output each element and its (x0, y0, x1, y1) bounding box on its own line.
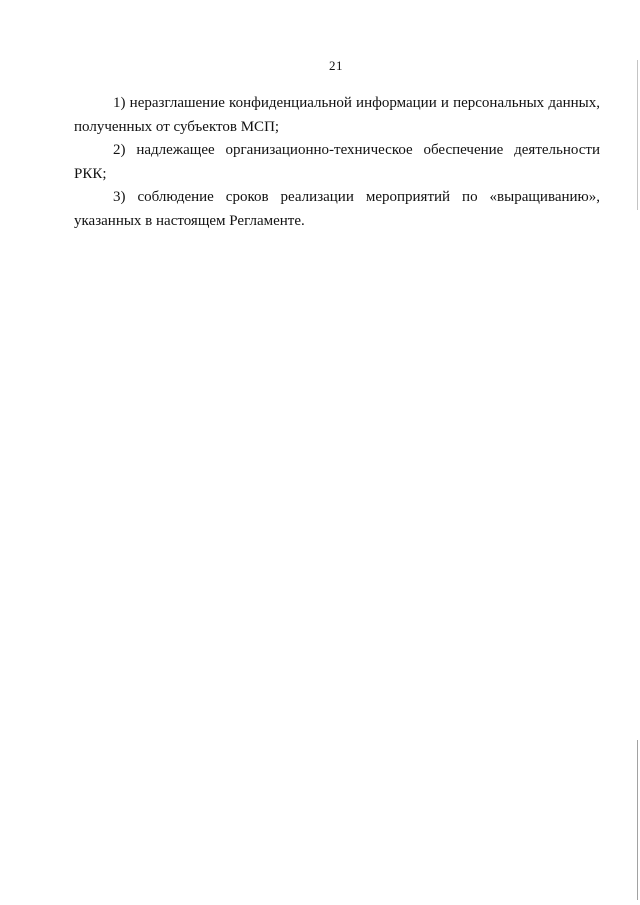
list-item (74, 92, 600, 139)
list-item-text: неразглашение конфиденциальной информации и персональных данных, полученных от субъектов МСП; (74, 95, 601, 135)
scan-edge-shadow (637, 740, 638, 900)
list-item (74, 139, 600, 186)
list-item-number: 1) (113, 95, 126, 111)
document-body (74, 92, 600, 233)
list-item-number: 3) (113, 189, 126, 205)
list-item-text: надлежащее организационно-техническое обеспечение деятельности РКК; (74, 142, 601, 182)
page-number: 21 (329, 58, 343, 73)
scan-edge-shadow (637, 60, 638, 210)
list-item-number: 2) (113, 142, 126, 158)
list-item (74, 186, 600, 233)
list-item-text: соблюдение сроков реализации мероприятий по «выращиванию», указанных в настоящем Регламенте. (74, 189, 600, 229)
